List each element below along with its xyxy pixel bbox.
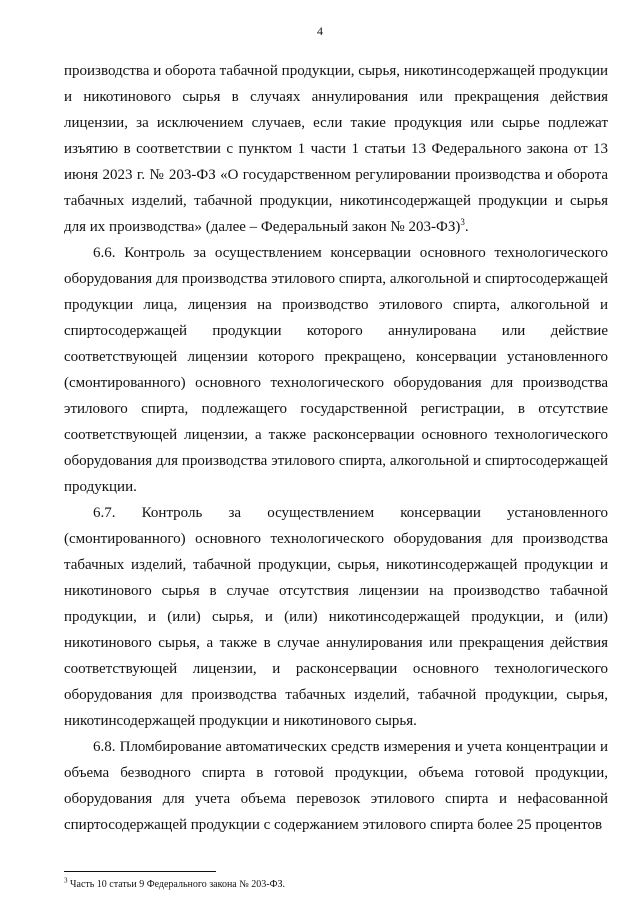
paragraph-6-8: 6.8. Пломбирование автоматических средств измерения и учета концентрации и объема безводного спирта в готовой продукции, объема готовой продукции, оборудования для учета объема перевозок этилового спирта и нефасованной спиртосодержащей продукции с содержанием этилового спирта более 25 процентов (64, 739, 608, 833)
footnote-text: Часть 10 статьи 9 Федерального закона № 203-ФЗ. (67, 879, 286, 890)
page-number: 4 (317, 24, 323, 38)
paragraph-1-text: производства и оборота табачной продукции, сырья, никотинсодержащей продукции и никотинового сырья в случаях аннулирования или прекращения действия лицензии, за исключением случаев, если такие продукция или сырье подлежат изъятию в соответствии с пунктом 1 части 1 статьи 13 Федерального закона от 13 июня 2023 г. № 203-ФЗ «О государственном регулировании производства и оборота табачных изделий, табачной продукции, никотинсодержащей продукции и сырья для их производства» (далее – Федеральный закон № 203-ФЗ) (64, 63, 608, 235)
paragraph-1 (64, 58, 608, 240)
paragraph-1-tail: . (464, 219, 469, 235)
footnote-ref-3[interactable]: 3 (460, 217, 465, 227)
footnote-divider (64, 871, 216, 872)
paragraph-6-6: 6.6. Контроль за осуществлением консервации основного технологического оборудования для производства этилового спирта, алкогольной и спиртосодержащей продукции лица, лицензия на производство этилового спирта, алкогольной и спиртосодержащей продукции которого аннулирована или действие соответствующей лицензии которого прекращено, консервации установленного (смонтированного) основного технологического оборудования для производства этилового спирта, подлежащего государственной регистрации, в отсутствие соответствующей лицензии, а также расконсервации основного технологического оборудования для производства этилового спирта, алкогольной и спиртосодержащей продукции. (64, 245, 608, 495)
paragraph-6-7: 6.7. Контроль за осуществлением консервации установленного (смонтированного) основного технологического оборудования для производства табачных изделий, табачной продукции, сырья, никотинсодержащей продукции и никотинового сырья в случае отсутствия лицензии на производство табачной продукции, и (или) сырья, и (или) никотинсодержащей продукции, и (или) никотинового сырья, а также в случае аннулирования или прекращения действия соответствующей лицензии, и расконсервации основного технологического оборудования для производства табачных изделий, табачной продукции, сырья, никотинсодержащей продукции и никотинового сырья. (64, 505, 608, 729)
body-text (64, 58, 608, 838)
footnote-marker: 3 (64, 876, 68, 885)
footnote (64, 878, 608, 891)
